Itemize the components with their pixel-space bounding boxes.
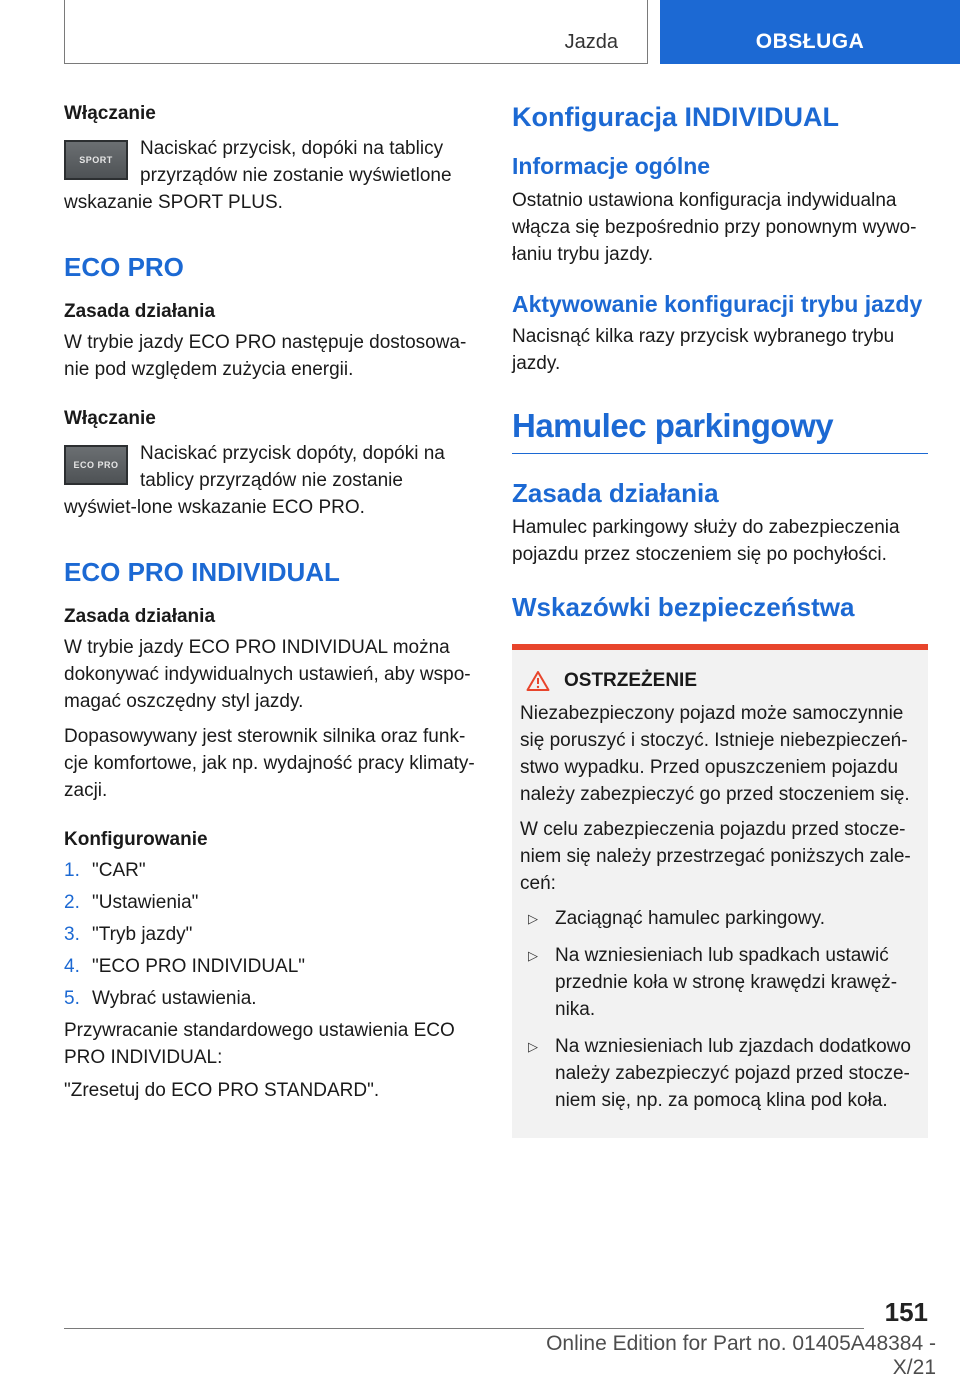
eco-pro-individual-heading: ECO PRO INDIVIDUAL bbox=[64, 557, 340, 587]
eco-pro-principle-title: Zasada działania bbox=[64, 301, 216, 322]
configure-title: Konfigurowanie bbox=[64, 829, 208, 850]
general-info-text: Ostatnio ustawiona konfiguracja indywidualna włącza się bezpośrednio przy ponownym wywo-łaniu trybu jazdy. bbox=[512, 190, 917, 265]
list-item: 1. "CAR" bbox=[64, 860, 146, 881]
configure-steps bbox=[64, 855, 480, 1015]
list-item: 2. "Ustawienia" bbox=[64, 892, 199, 913]
eco-pro-on-text: Naciskać przycisk dopóty, dopóki na tablicy przyrządów nie zostanie wyświet-lone wskazanie ECO PRO. bbox=[64, 443, 445, 518]
safety-heading: Wskazówki bezpieczeństwa bbox=[512, 592, 855, 622]
sport-on-block bbox=[64, 135, 480, 216]
warning-triangle-icon bbox=[526, 670, 550, 692]
left-column bbox=[64, 100, 480, 1104]
header-section-title: Jazda bbox=[564, 31, 618, 53]
page-number: 151 bbox=[884, 1297, 928, 1327]
list-item: 3. "Tryb jazdy" bbox=[64, 924, 193, 945]
footer-edition-text: Online Edition for Part no. 01405A48384 - X/21 bbox=[546, 1332, 936, 1379]
parking-brake-heading: Hamulec parkingowy bbox=[512, 403, 928, 454]
warning-title-text: OSTRZEŻENIE bbox=[564, 670, 698, 691]
eco-pro-individual-principle-text: W trybie jazdy ECO PRO INDIVIDUAL można dokonywać indywidualnych ustawień, aby wspo-magać oszczędny styl jazdy. bbox=[64, 637, 471, 712]
eco-pro-principle-text: W trybie jazdy ECO PRO następuje dostosowa-nie pod względem zużycia energii. bbox=[64, 332, 467, 380]
warning-text-2: W celu zabezpieczenia pojazdu przed stocze-niem się należy przestrzegać poniższych zale-ceń: bbox=[520, 819, 911, 894]
eco-pro-on-block bbox=[64, 440, 480, 521]
warning-text-1: Niezabezpieczony pojazd może samoczynnie się poruszyć i stoczyć. Istnieje niebezpieczeń-stwo wypadku. Przed opuszczeniem pojazdu należy zabezpieczyć go przed stoczeniem się. bbox=[520, 703, 910, 805]
warning-box bbox=[512, 644, 928, 1138]
warning-title bbox=[526, 670, 920, 692]
warning-bullets bbox=[520, 905, 920, 1114]
activate-config-heading: Aktywowanie konfiguracji trybu jazdy bbox=[512, 291, 923, 317]
sport-on-text: Naciskać przycisk, dopóki na tablicy przyrządów nie zostanie wyświetlone wskazanie SPORT PLUS. bbox=[64, 138, 452, 213]
sport-button-image: SPORT bbox=[64, 140, 128, 180]
list-item: ▷ Na wzniesieniach lub spadkach ustawić przednie koła w stronę krawędzi krawęż-nika. bbox=[520, 942, 920, 1023]
brake-principle-text: Hamulec parkingowy służy do zabezpieczenia pojazdu przez stoczeniem się po pochyłości. bbox=[512, 517, 900, 565]
footer-divider bbox=[64, 1328, 864, 1329]
sport-on-title: Włączanie bbox=[64, 103, 156, 124]
eco-pro-heading: ECO PRO bbox=[64, 252, 184, 282]
eco-pro-on-title: Włączanie bbox=[64, 408, 156, 429]
header-chapter-tab: OBSŁUGA bbox=[660, 0, 960, 64]
eco-pro-individual-adapt-text: Dopasowywany jest sterownik silnika oraz funk-cje komfortowe, jak np. wydajność pracy klimaty-zacji. bbox=[64, 726, 475, 801]
bullet-triangle-icon: ▷ bbox=[528, 911, 538, 926]
reset-value: "Zresetuj do ECO PRO STANDARD". bbox=[64, 1080, 380, 1101]
list-item: 4. "ECO PRO INDIVIDUAL" bbox=[64, 956, 306, 977]
list-item: 5. Wybrać ustawienia. bbox=[64, 988, 257, 1009]
brake-principle-heading: Zasada działania bbox=[512, 478, 719, 508]
right-column bbox=[512, 100, 928, 1138]
config-individual-heading: Konfiguracja INDIVIDUAL bbox=[512, 102, 840, 132]
list-item: ▷ Na wzniesieniach lub zjazdach dodatkowo należy zabezpieczyć pojazd przed stocze-niem się, np. za pomocą klina pod koła. bbox=[520, 1033, 920, 1114]
activate-config-text: Nacisnąć kilka razy przycisk wybranego trybu jazdy. bbox=[512, 326, 895, 374]
bullet-triangle-icon: ▷ bbox=[528, 1039, 538, 1054]
list-item: ▷ Zaciągnąć hamulec parkingowy. bbox=[520, 905, 920, 932]
reset-text: Przywracanie standardowego ustawienia ECO PRO INDIVIDUAL: bbox=[64, 1020, 455, 1068]
bullet-triangle-icon: ▷ bbox=[528, 948, 538, 963]
general-info-heading: Informacje ogólne bbox=[512, 153, 711, 179]
eco-pro-individual-principle-title: Zasada działania bbox=[64, 606, 216, 627]
eco-pro-button-image: ECO PRO bbox=[64, 445, 128, 485]
